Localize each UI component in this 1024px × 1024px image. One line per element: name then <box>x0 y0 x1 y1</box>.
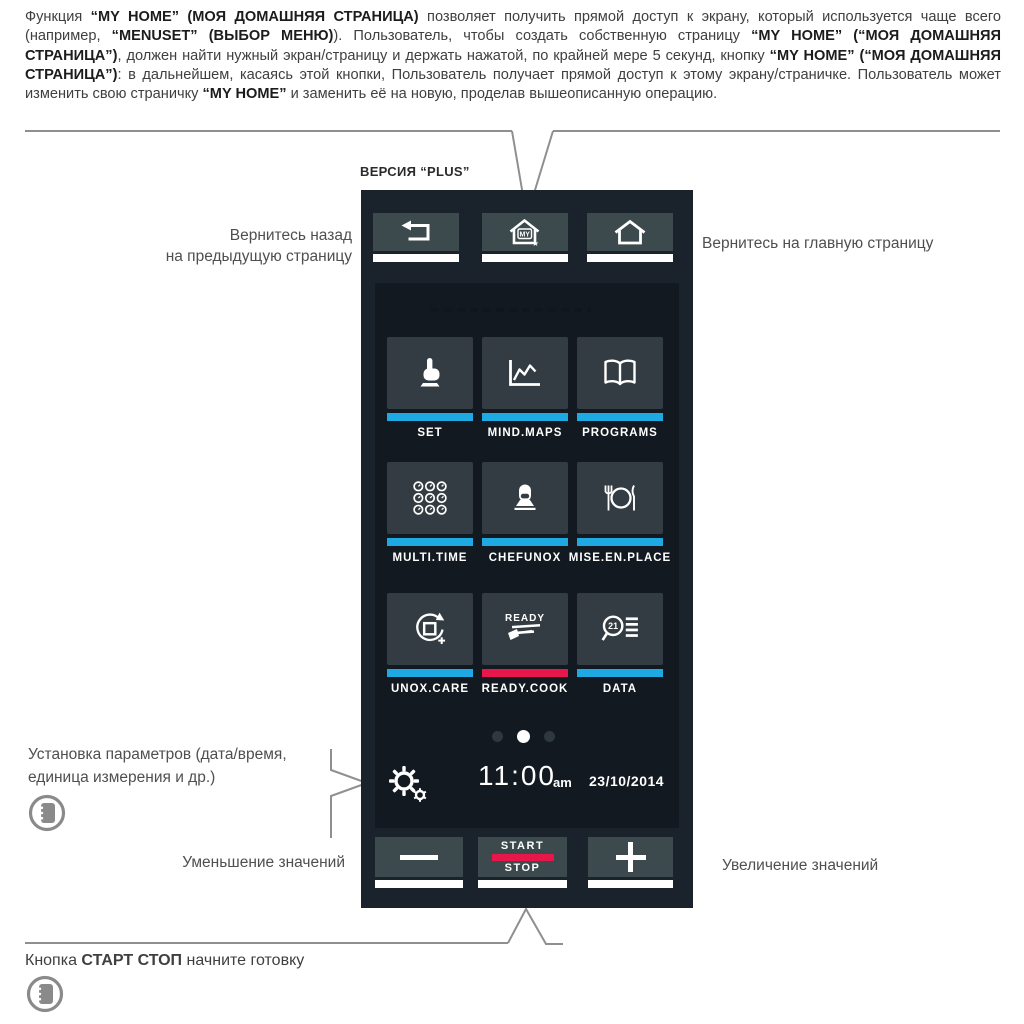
set-icon <box>413 356 447 390</box>
my-home-star-icon: ★ <box>531 239 540 247</box>
tile-data[interactable] <box>577 593 663 705</box>
startstop-note: Кнопка СТАРТ СТОП начните готовку <box>25 952 305 969</box>
svg-text:MY: MY <box>519 231 530 239</box>
tile-label: MIND.MAPS <box>487 427 563 439</box>
tile-chefunox[interactable] <box>482 462 568 574</box>
tile-label: DATA <box>602 683 638 695</box>
mind-maps-icon <box>506 357 544 389</box>
svg-text:READY: READY <box>504 613 546 624</box>
button-underline <box>587 254 673 262</box>
manual-icon <box>25 974 65 1014</box>
tile-label: MULTI.TIME <box>392 552 468 564</box>
page-dot[interactable] <box>544 731 555 742</box>
tile-accent-bar <box>387 538 473 546</box>
home-icon <box>613 219 647 245</box>
my-home-icon <box>507 217 543 247</box>
tile-label: MISE.EN.PLACE <box>568 552 672 564</box>
minus-icon <box>400 855 438 860</box>
tile-programs[interactable] <box>577 337 663 449</box>
increase-note: Увеличение значений <box>722 857 879 874</box>
button-underline <box>478 880 567 888</box>
tile-accent-bar <box>387 669 473 677</box>
page-dot-active[interactable] <box>517 730 530 743</box>
home-button[interactable] <box>587 213 673 283</box>
clock-meridiem: am <box>553 775 572 790</box>
tile-multi-time[interactable] <box>387 462 473 574</box>
tile-label: UNOX.CARE <box>390 683 469 695</box>
date-display: 23/10/2014 <box>589 773 665 789</box>
svg-text:21: 21 <box>608 621 619 631</box>
clock-time: 11:00 <box>478 760 556 791</box>
button-underline <box>373 254 459 262</box>
start-stop-button[interactable] <box>478 837 567 889</box>
tile-mind-maps[interactable] <box>482 337 568 449</box>
home-button-note: Вернитесь на главную страницу <box>702 235 934 252</box>
tile-label: PROGRAMS <box>582 427 658 439</box>
page-indicator <box>492 730 555 743</box>
back-icon <box>399 219 433 245</box>
oven-control-panel <box>361 190 693 908</box>
back-button[interactable] <box>373 213 459 283</box>
intro-paragraph: Функция “MY HOME” (МОЯ ДОМАШНЯЯ СТРАНИЦА) позволяет получить прямой доступ к экрану, который используется чаще всего (например, “MENUSET” (ВЫБОР МЕНЮ)). Пользователь, чтобы создать собственную страницу “MY HOME” (“МОЯ ДОМАШНЯЯ СТРАНИЦА”), должен найти нужный экран/страницу и держать нажатой, по крайней мере 5 секунд, кнопку “MY HOME” (“МОЯ ДОМАШНЯЯ СТРАНИЦА”): в дальнейшем, касаясь этой кнопки, Пользователь получает прямой доступ к этому экрану/страничке. Пользователь может изменить свою страничку “MY HOME” и заменить её на новую, проделав вышеописанную операцию. <box>25 9 1002 103</box>
faint-header-text <box>431 308 591 312</box>
tile-set[interactable] <box>387 337 473 449</box>
tile-label: CHEFUNOX <box>488 552 562 564</box>
tile-accent-bar <box>482 413 568 421</box>
tile-accent-bar <box>577 669 663 677</box>
tile-accent-bar <box>577 538 663 546</box>
gear-icon[interactable] <box>387 764 429 804</box>
chefunox-icon <box>508 483 542 513</box>
version-label: ВЕРСИЯ “PLUS” <box>360 164 470 179</box>
tile-label: SET <box>417 427 443 439</box>
tile-accent-bar <box>387 413 473 421</box>
button-underline <box>588 880 673 888</box>
start-stop-red-bar <box>492 854 554 861</box>
manual-icon <box>27 793 67 833</box>
minus-button[interactable] <box>375 837 463 889</box>
plus-button[interactable] <box>588 837 673 889</box>
stop-label: STOP <box>504 861 541 874</box>
page-dot[interactable] <box>492 731 503 742</box>
tile-accent-bar <box>577 413 663 421</box>
back-button-note: Вернитесь назад на предыдущую страницу <box>165 227 352 265</box>
button-underline <box>375 880 463 888</box>
tile-accent-bar <box>482 538 568 546</box>
start-label: START <box>500 839 545 852</box>
programs-icon <box>600 358 640 388</box>
unox-care-icon <box>412 611 448 647</box>
tile-accent-bar <box>482 669 568 677</box>
mise-en-place-icon <box>602 483 638 513</box>
params-note: Установка параметров (дата/время, единица измерения и др.) <box>28 746 287 786</box>
tile-mise-en-place[interactable] <box>568 462 672 574</box>
multi-time-icon <box>412 480 448 516</box>
data-icon <box>600 613 640 645</box>
intro-text: Функция <box>25 9 91 25</box>
my-home-button[interactable] <box>482 213 568 283</box>
decrease-note: Уменьшение значений <box>182 854 345 871</box>
ready-cook-icon <box>504 611 546 647</box>
tile-ready-cook[interactable] <box>482 593 568 705</box>
plus-icon <box>616 842 646 872</box>
tile-label: READY.COOK <box>481 683 569 695</box>
button-underline <box>482 254 568 262</box>
tile-unox-care[interactable] <box>387 593 473 705</box>
